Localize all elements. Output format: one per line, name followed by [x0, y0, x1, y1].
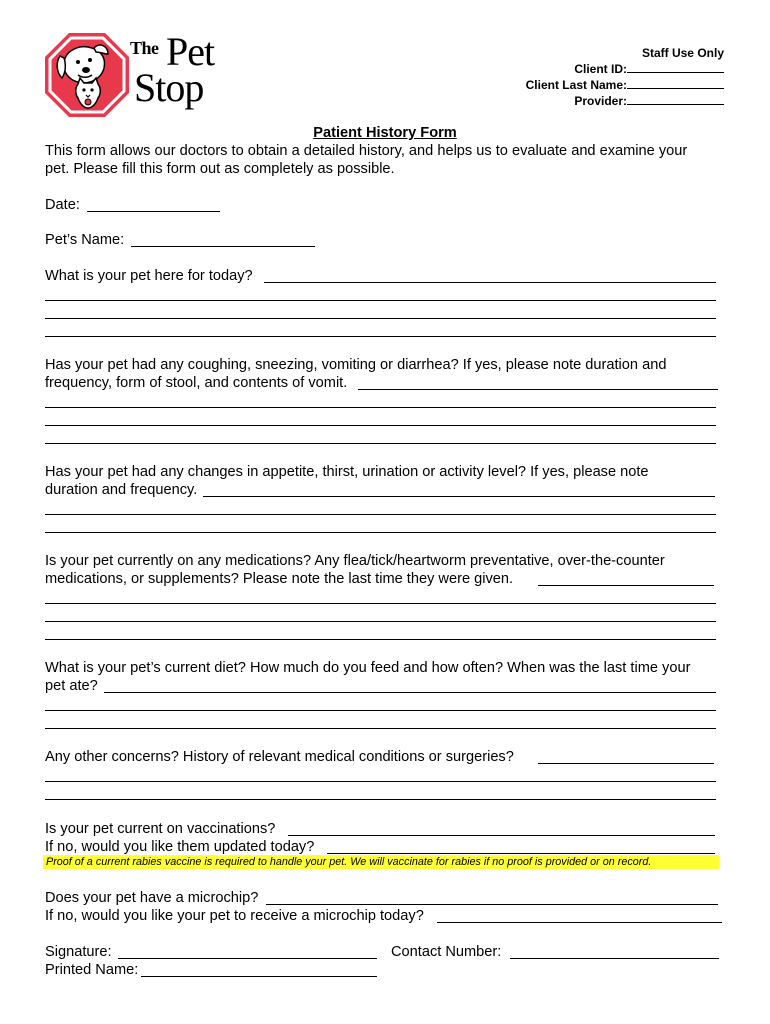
meds-question-line-1: Is your pet currently on any medications? Any flea/tick/heartworm preventative, over-the-counter	[45, 553, 665, 569]
microchip-question: Does your pet have a microchip?	[45, 890, 259, 906]
date-label: Date:	[45, 197, 80, 213]
gi-field-3[interactable]	[45, 425, 716, 426]
staff-use-block	[526, 46, 724, 109]
signature-field[interactable]	[118, 958, 377, 959]
changes-field-3[interactable]	[45, 532, 716, 533]
concerns-field-2[interactable]	[45, 781, 716, 782]
date-field[interactable]	[87, 211, 220, 212]
printed-name-label: Printed Name:	[45, 962, 139, 978]
pet-name-label: Pet’s Name:	[45, 232, 125, 248]
concerns-field-1[interactable]	[538, 763, 714, 764]
gi-question-line-2: frequency, form of stool, and contents of vomit.	[45, 375, 348, 391]
microchip-field[interactable]	[266, 904, 718, 905]
meds-field-3[interactable]	[45, 621, 716, 622]
client-last-name-label: Client Last Name:	[525, 78, 627, 92]
diet-question-line-2: pet ate?	[45, 678, 98, 694]
rabies-note: Proof of a current rabies vaccine is required to handle your pet. We will vaccinate for rabies if no proof is provided or on record.	[46, 856, 652, 868]
vacc-field[interactable]	[288, 835, 715, 836]
diet-field-1[interactable]	[104, 692, 716, 693]
concerns-field-3[interactable]	[45, 799, 716, 800]
client-last-name-field[interactable]	[627, 77, 724, 89]
gi-field-1[interactable]	[358, 389, 718, 390]
microchip-want-field[interactable]	[437, 922, 722, 923]
logo-pet: Pet	[166, 29, 215, 74]
printed-name-field[interactable]	[141, 976, 377, 977]
meds-field-4[interactable]	[45, 639, 716, 640]
reason-field-2[interactable]	[45, 300, 716, 301]
client-id-row	[526, 61, 724, 77]
pet-stop-logo	[44, 29, 224, 118]
form-title: Patient History Form	[313, 125, 457, 141]
contact-field[interactable]	[510, 958, 719, 959]
reason-question: What is your pet here for today?	[45, 268, 253, 284]
stop-sign-dog-cat-icon	[44, 32, 130, 118]
contact-label: Contact Number:	[391, 944, 502, 960]
vacc-update-question: If no, would you like them updated today?	[45, 839, 315, 855]
microchip-want-question: If no, would you like your pet to receive a microchip today?	[45, 908, 424, 924]
diet-field-3[interactable]	[45, 728, 716, 729]
meds-question-line-2: medications, or supplements? Please note the last time they were given.	[45, 571, 514, 587]
changes-field-1[interactable]	[203, 496, 715, 497]
reason-field-4[interactable]	[45, 336, 716, 337]
meds-field-1[interactable]	[538, 585, 714, 586]
gi-field-2[interactable]	[45, 407, 716, 408]
client-last-name-row	[526, 77, 724, 93]
intro-line-1: This form allows our doctors to obtain a detailed history, and helps us to evaluate and examine your	[45, 143, 688, 159]
reason-field-3[interactable]	[45, 318, 716, 319]
concerns-question: Any other concerns? History of relevant medical conditions or surgeries?	[45, 749, 514, 765]
changes-question-line-1: Has your pet had any changes in appetite, thirst, urination or activity level? If yes, please note	[45, 464, 649, 480]
client-id-label: Client ID:	[574, 62, 627, 76]
reason-field-1[interactable]	[264, 282, 716, 283]
gi-question-line-1: Has your pet had any coughing, sneezing, vomiting or diarrhea? If yes, please note duration and	[45, 357, 667, 373]
intro-line-2: pet. Please fill this form out as completely as possible.	[45, 161, 395, 177]
vacc-question: Is your pet current on vaccinations?	[45, 821, 276, 837]
changes-question-line-2: duration and frequency.	[45, 482, 198, 498]
provider-field[interactable]	[627, 93, 724, 105]
pet-name-field[interactable]	[131, 246, 315, 247]
logo-the: The	[130, 38, 159, 58]
signature-label: Signature:	[45, 944, 112, 960]
staff-use-title: Staff Use Only	[641, 46, 724, 60]
vacc-update-field[interactable]	[327, 853, 715, 854]
meds-field-2[interactable]	[45, 603, 716, 604]
diet-question-line-1: What is your pet’s current diet? How much do you feed and how often? When was the last time your	[45, 660, 691, 676]
provider-label: Provider:	[574, 94, 627, 108]
gi-field-4[interactable]	[45, 443, 716, 444]
client-id-field[interactable]	[627, 61, 724, 73]
provider-row	[526, 93, 724, 109]
logo-stop: Stop	[134, 65, 204, 110]
changes-field-2[interactable]	[45, 514, 716, 515]
diet-field-2[interactable]	[45, 710, 716, 711]
